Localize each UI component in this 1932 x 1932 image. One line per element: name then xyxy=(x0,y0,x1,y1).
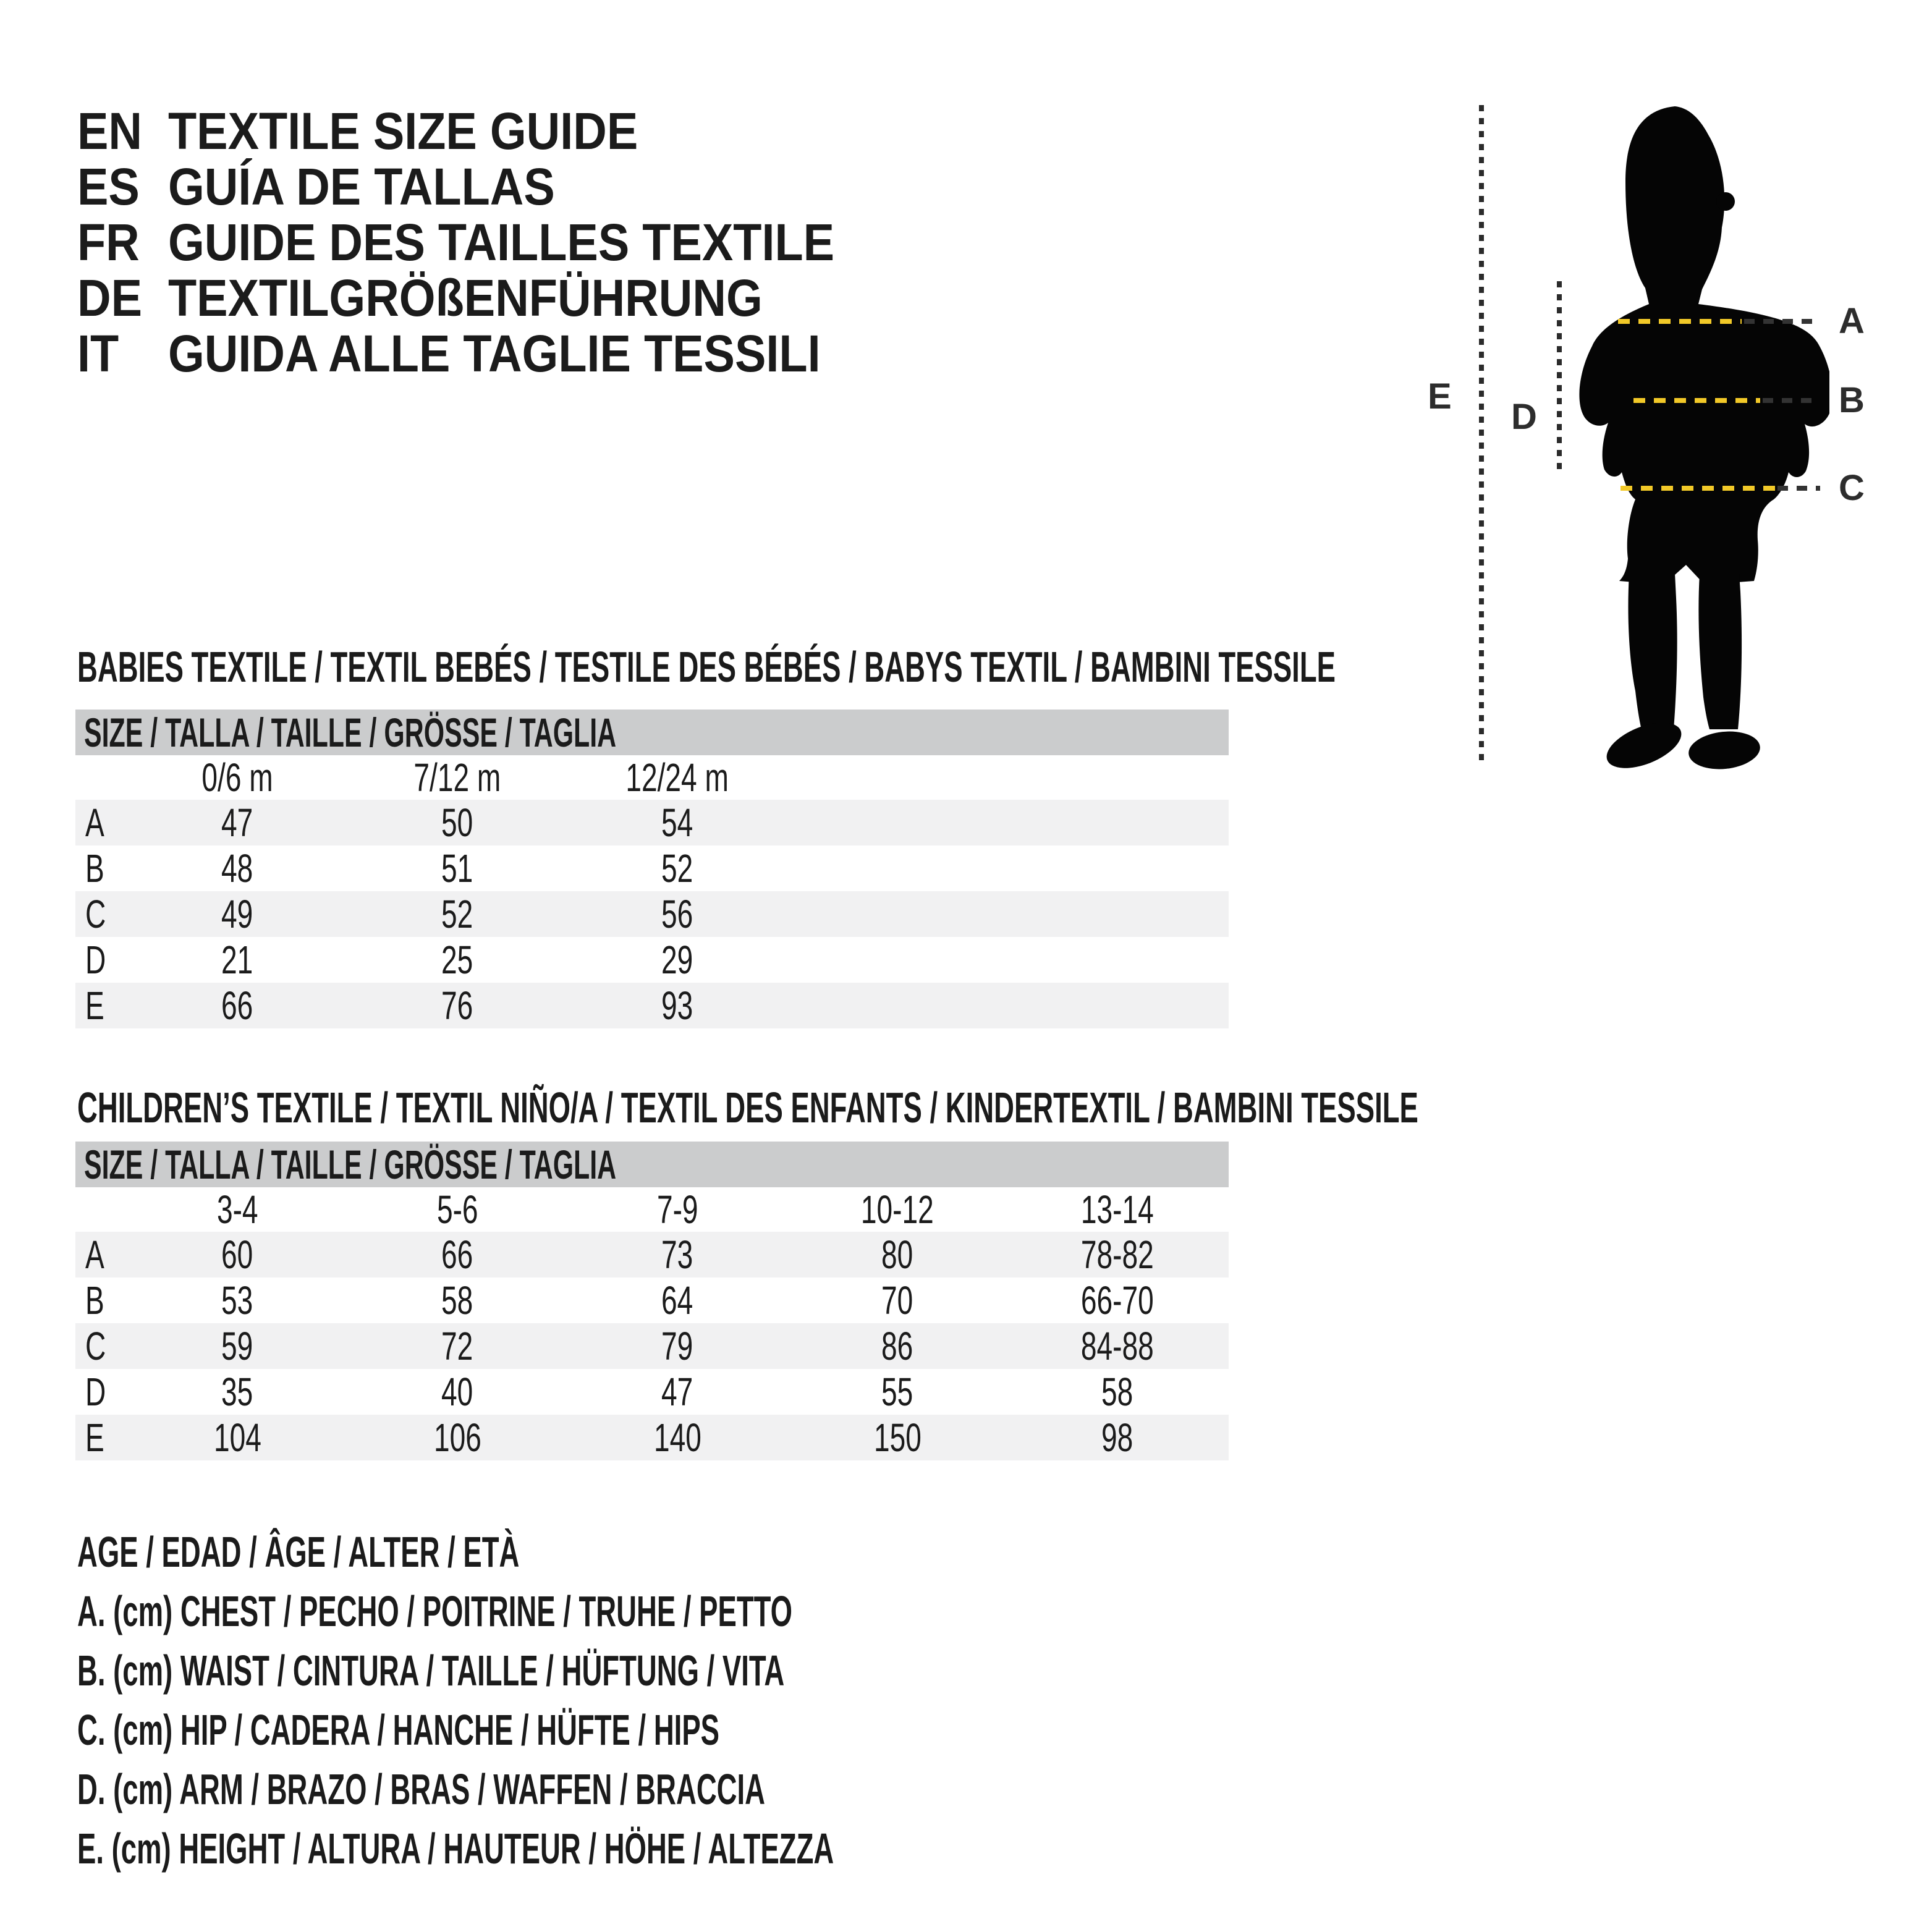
size-value: 66 xyxy=(441,1232,473,1277)
babies-section-title: BABIES TEXTILE / TEXTIL BEBÉS / TESTILE DES BÉBÉS / BABYS TEXTIL / BAMBINI TESSILE xyxy=(77,643,1336,691)
column-header: 0/6 m xyxy=(201,755,273,800)
size-value: 52 xyxy=(441,892,473,936)
column-header: 3-4 xyxy=(216,1187,258,1232)
table-row-b xyxy=(75,1277,1229,1323)
size-value: 52 xyxy=(661,846,693,891)
babies-column-header-row xyxy=(75,755,1229,800)
size-value: 50 xyxy=(441,800,473,845)
guide-title-es: GUÍA DE TALLAS xyxy=(168,158,555,216)
measure-label-b: B xyxy=(1839,380,1865,420)
size-value: 60 xyxy=(221,1232,253,1277)
size-value: 86 xyxy=(881,1324,913,1368)
size-value: 47 xyxy=(661,1370,693,1414)
table-row-a xyxy=(75,1232,1229,1277)
row-label: B xyxy=(85,1278,104,1323)
legend-line-waist: B. (cm) WAIST / CINTURA / TAILLE / HÜFTUNG / VITA xyxy=(77,1646,785,1695)
size-value: 64 xyxy=(661,1278,693,1323)
column-header: 10-12 xyxy=(861,1187,934,1232)
guide-title-de: TEXTILGRÖßENFÜHRUNG xyxy=(168,269,763,327)
column-header: 12/24 m xyxy=(625,755,729,800)
row-label: C xyxy=(85,892,106,936)
size-value: 70 xyxy=(881,1278,913,1323)
size-value: 78-82 xyxy=(1081,1232,1154,1277)
column-header: 7-9 xyxy=(656,1187,698,1232)
size-value: 150 xyxy=(873,1415,922,1460)
size-header-bar: SIZE / TALLA / TAILLE / GRÖSSE / TAGLIA xyxy=(75,710,1229,755)
size-value: 48 xyxy=(221,846,253,891)
row-label: A xyxy=(85,800,104,845)
row-label: B xyxy=(85,846,104,891)
size-value: 53 xyxy=(221,1278,253,1323)
table-row-c xyxy=(75,1323,1229,1369)
table-row-d xyxy=(75,937,1229,983)
size-value: 106 xyxy=(433,1415,481,1460)
waist-line-yellow xyxy=(1633,398,1760,403)
size-value: 76 xyxy=(441,983,473,1028)
table-row-d xyxy=(75,1369,1229,1415)
language-code: FR xyxy=(77,213,140,271)
hip-line-dark xyxy=(1777,486,1820,491)
size-header-bar: SIZE / TALLA / TAILLE / GRÖSSE / TAGLIA xyxy=(75,1142,1229,1187)
table-row-e xyxy=(75,983,1229,1028)
table-row-b xyxy=(75,845,1229,891)
measure-label-e: E xyxy=(1428,376,1452,417)
legend-line-chest: A. (cm) CHEST / PECHO / POITRINE / TRUHE / PETTO xyxy=(77,1587,793,1635)
table-row-e xyxy=(75,1415,1229,1460)
size-value: 80 xyxy=(881,1232,913,1277)
size-value: 29 xyxy=(661,938,693,982)
table-row-c xyxy=(75,891,1229,937)
row-label: C xyxy=(85,1324,106,1368)
row-label: E xyxy=(85,1415,104,1460)
size-value: 59 xyxy=(221,1324,253,1368)
size-value: 49 xyxy=(221,892,253,936)
size-value: 66-70 xyxy=(1081,1278,1154,1323)
guide-title-it: GUIDA ALLE TAGLIE TESSILI xyxy=(168,324,821,383)
waist-line-dark xyxy=(1763,398,1820,403)
column-header: 5-6 xyxy=(436,1187,478,1232)
column-header: 13-14 xyxy=(1081,1187,1154,1232)
size-value: 79 xyxy=(661,1324,693,1368)
chest-line-yellow xyxy=(1618,319,1742,324)
children-column-header-row xyxy=(75,1187,1229,1232)
size-value: 40 xyxy=(441,1370,473,1414)
size-value: 21 xyxy=(221,938,253,982)
legend-line-age: AGE / EDAD / ÂGE / ALTER / ETÀ xyxy=(77,1528,520,1576)
language-code: IT xyxy=(77,324,119,383)
guide-title-fr: GUIDE DES TAILLES TEXTILE xyxy=(168,213,835,271)
size-value: 98 xyxy=(1101,1415,1133,1460)
size-value: 72 xyxy=(441,1324,473,1368)
table-row-a xyxy=(75,800,1229,845)
legend-line-arm: D. (cm) ARM / BRAZO / BRAS / WAFFEN / BRACCIA xyxy=(77,1765,766,1813)
children-size-table xyxy=(75,1142,1229,1460)
column-header: 7/12 m xyxy=(413,755,501,800)
row-label: E xyxy=(85,983,104,1028)
legend-line-hip: C. (cm) HIP / CADERA / HANCHE / HÜFTE / HIPS xyxy=(77,1706,720,1754)
size-value: 93 xyxy=(661,983,693,1028)
babies-size-table xyxy=(75,710,1229,1028)
measure-label-d: D xyxy=(1511,397,1537,437)
size-value: 58 xyxy=(441,1278,473,1323)
row-label: A xyxy=(85,1232,104,1277)
size-value: 25 xyxy=(441,938,473,982)
language-code: EN xyxy=(77,102,143,160)
chest-line-dark xyxy=(1744,319,1820,324)
size-value: 58 xyxy=(1101,1370,1133,1414)
children-section-title: CHILDREN’S TEXTILE / TEXTIL NIÑO/A / TEXTIL DES ENFANTS / KINDERTEXTIL / BAMBINI TESSILE xyxy=(77,1083,1418,1132)
hip-line-yellow xyxy=(1621,486,1775,491)
row-label: D xyxy=(85,1370,106,1414)
size-value: 55 xyxy=(881,1370,913,1414)
legend-line-height: E. (cm) HEIGHT / ALTURA / HAUTEUR / HÖHE / ALTEZZA xyxy=(77,1824,834,1873)
size-value: 56 xyxy=(661,892,693,936)
size-value: 47 xyxy=(221,800,253,845)
measure-label-c: C xyxy=(1839,468,1865,508)
arm-dotted-line-d xyxy=(1557,281,1562,470)
size-value: 54 xyxy=(661,800,693,845)
guide-title-en: TEXTILE SIZE GUIDE xyxy=(168,102,638,160)
size-value: 140 xyxy=(653,1415,701,1460)
measure-label-a: A xyxy=(1839,301,1865,341)
size-value: 104 xyxy=(213,1415,261,1460)
size-value: 73 xyxy=(661,1232,693,1277)
row-label: D xyxy=(85,938,106,982)
size-value: 35 xyxy=(221,1370,253,1414)
size-value: 84-88 xyxy=(1081,1324,1154,1368)
language-code: DE xyxy=(77,269,143,327)
language-code: ES xyxy=(77,158,140,216)
size-value: 51 xyxy=(441,846,473,891)
size-value: 66 xyxy=(221,983,253,1028)
